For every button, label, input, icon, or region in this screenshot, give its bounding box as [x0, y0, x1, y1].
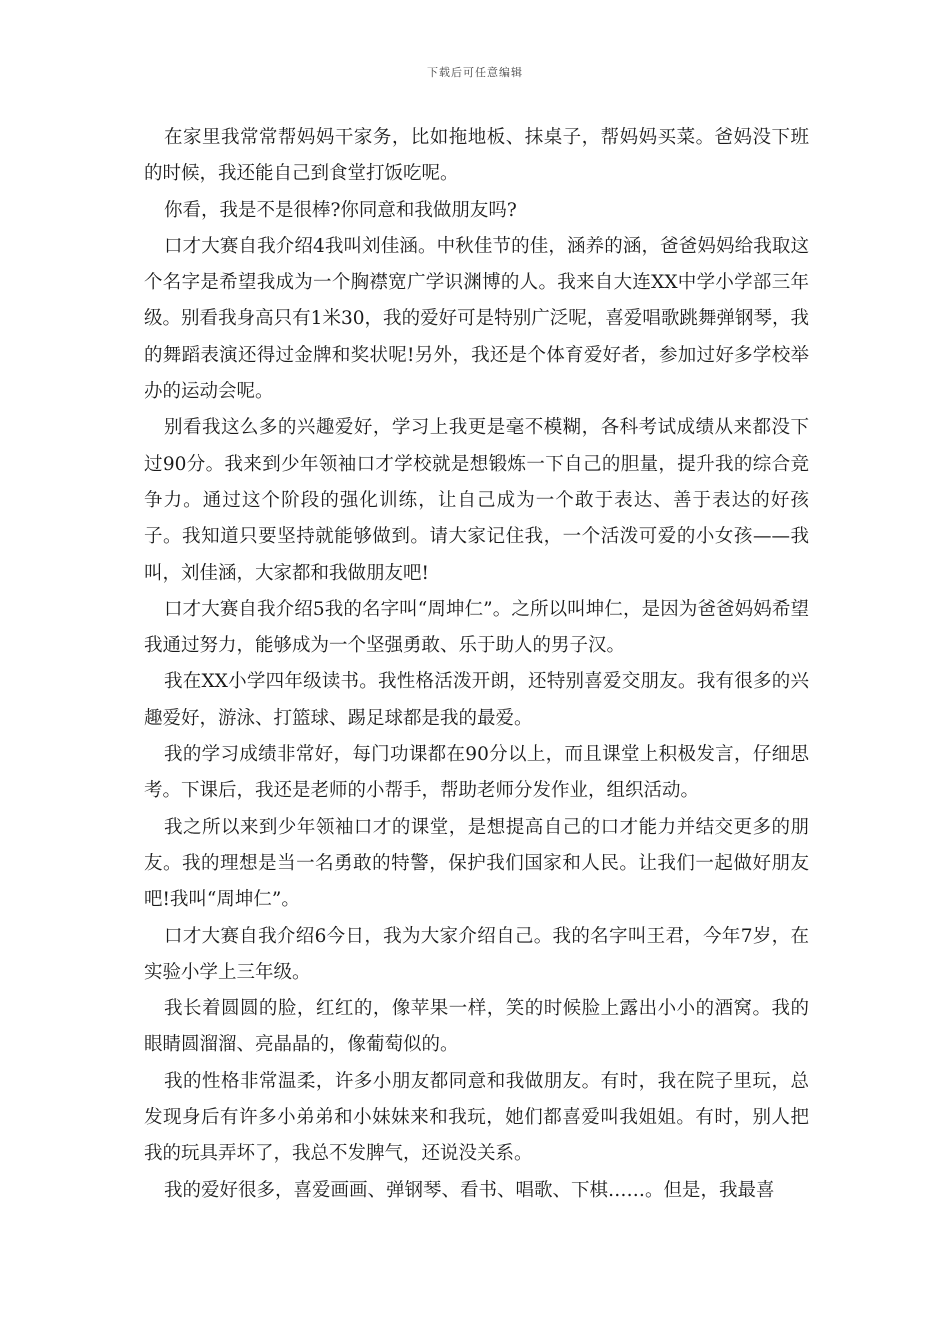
- paragraph: 别看我这么多的兴趣爱好，学习上我更是毫不模糊，各科考试成绩从来都没下过90分。我来到少年领袖口才学校就是想锻炼一下自己的胆量，提升我的综合竞争力。通过这个阶段的强化训练，让自己成为一个敢于表达、善于表达的好孩子。我知道只要坚持就能够做到。请大家记住我，一个活泼可爱的小女孩——我叫，刘佳涵，大家都和我做朋友吧!: [144, 417, 809, 584]
- paragraph: 我的性格非常温柔，许多小朋友都同意和我做朋友。有时，我在院子里玩，总发现身后有许多小弟弟和小妹妹来和我玩，她们都喜爱叫我姐姐。有时，别人把我的玩具弄坏了，我总不发脾气，还说没关系。: [144, 1070, 809, 1165]
- paragraph: 口才大赛自我介绍5我的名字叫“周坤仁”。之所以叫坤仁，是因为爸爸妈妈希望我通过努力，能够成为一个坚强勇敢、乐于助人的男子汉。: [144, 598, 809, 657]
- paragraph: 我的学习成绩非常好，每门功课都在90分以上，而且课堂上积极发言，仔细思考。下课后，我还是老师的小帮手，帮助老师分发作业，组织活动。: [144, 744, 809, 802]
- paragraph: 口才大赛自我介绍6今日，我为大家介绍自己。我的名字叫王君，今年7岁，在实验小学上三年级。: [144, 925, 809, 983]
- paragraph: 我长着圆圆的脸，红红的，像苹果一样，笑的时候脸上露出小小的酒窝。我的眼睛圆溜溜、亮晶晶的，像葡萄似的。: [144, 998, 809, 1056]
- document-body: [144, 120, 809, 1209]
- paragraph: 我在XX小学四年级读书。我性格活泼开朗，还特别喜爱交朋友。我有很多的兴趣爱好，游泳、打篮球、踢足球都是我的最爱。: [144, 671, 809, 729]
- paragraph: 你看，我是不是很棒?你同意和我做朋友吗?: [164, 199, 517, 221]
- paragraph: 我之所以来到少年领袖口才的课堂，是想提高自己的口才能力并结交更多的朋友。我的理想是当一名勇敢的特警，保护我们国家和人民。让我们一起做好朋友吧!我叫“周坤仁”。: [144, 816, 809, 911]
- paragraph: 口才大赛自我介绍4我叫刘佳涵。中秋佳节的佳，涵养的涵，爸爸妈妈给我取这个名字是希望我成为一个胸襟宽广学识渊博的人。我来自大连XX中学小学部三年级。别看我身高只有1米30，我的爱好可是特别广泛呢，喜爱唱歌跳舞弹钢琴，我的舞蹈表演还得过金牌和奖状呢!另外，我还是个体育爱好者，参加过好多学校举办的运动会呢。: [144, 235, 809, 403]
- header-note: 下载后可任意编辑: [427, 66, 523, 79]
- paragraph: 在家里我常常帮妈妈干家务，比如拖地板、抹桌子，帮妈妈买菜。爸妈没下班的时候，我还能自己到食堂打饭吃呢。: [144, 127, 809, 185]
- paragraph: 我的爱好很多，喜爱画画、弹钢琴、看书、唱歌、下棋……。但是，我最喜: [164, 1179, 775, 1201]
